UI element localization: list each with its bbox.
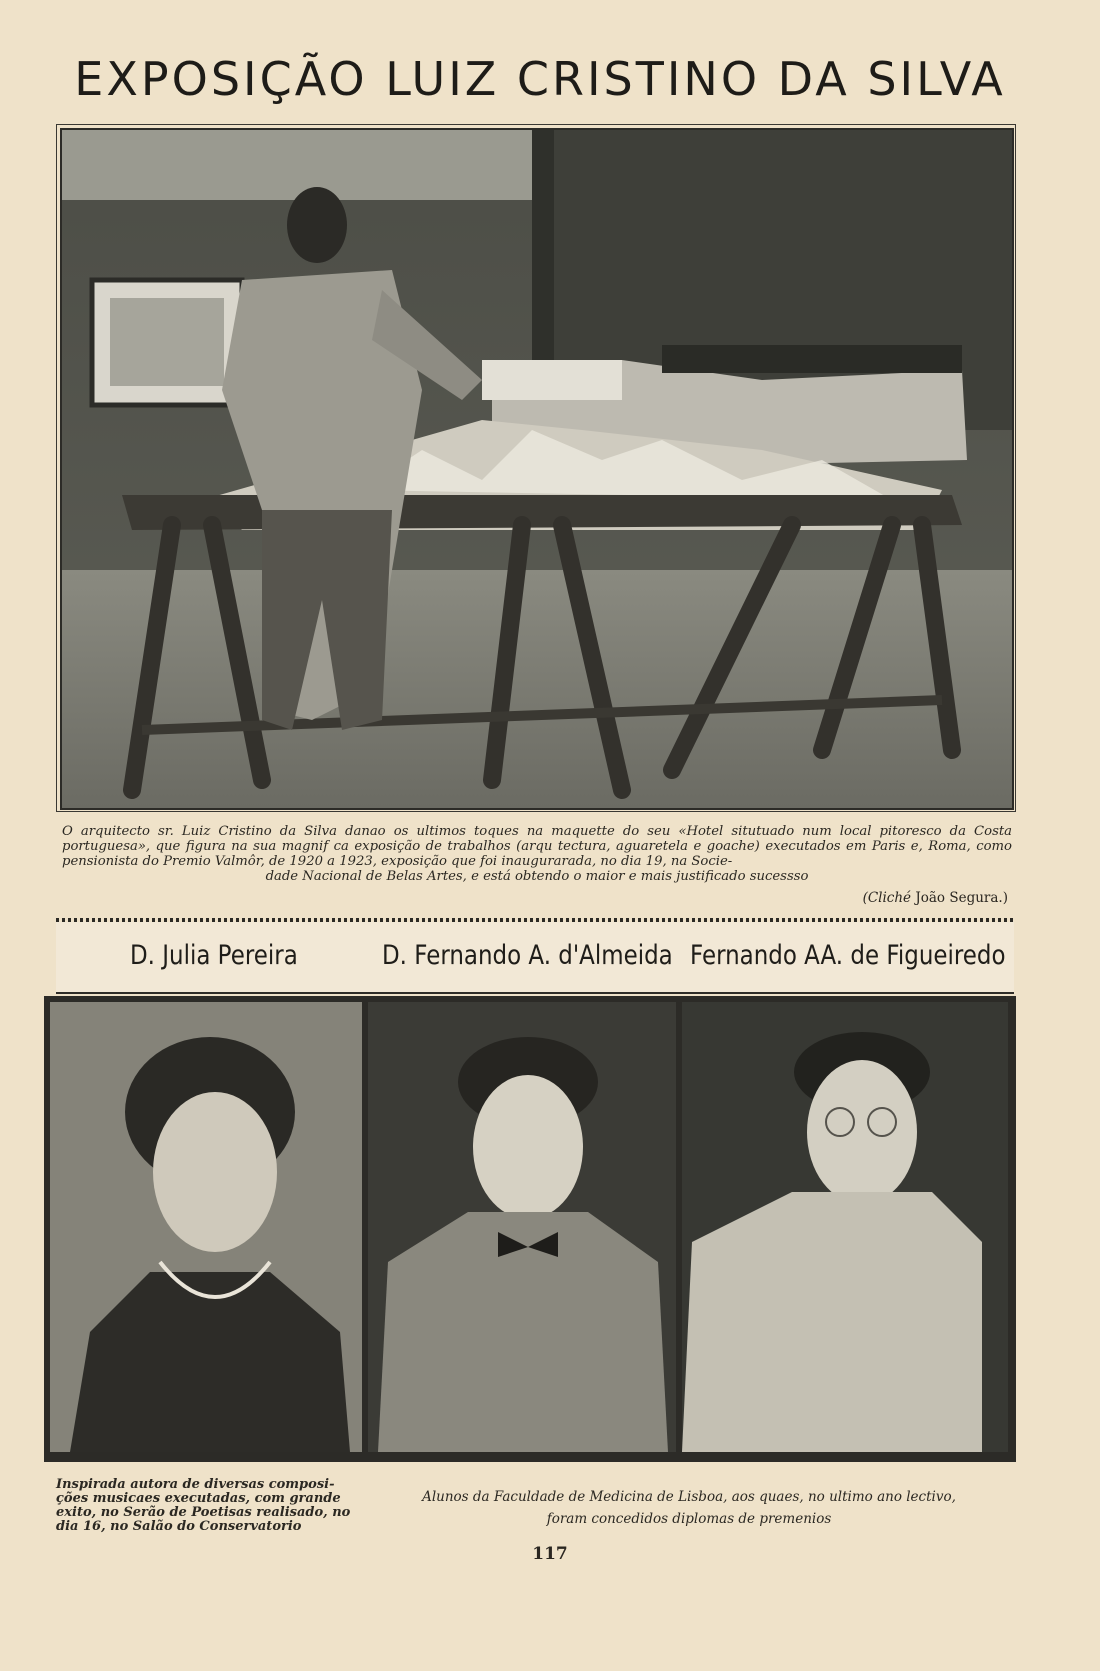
photo-credit [863,890,1008,906]
julia-pereira-caption: Inspirada autora de diversas composi-ções musicaes executadas, com grande exito, no Serão de Poetisas realisado, no dia 16, no Salão do Conservatorio [56,1477,351,1534]
portrait-name-2: D. Fernando A. d'Almeida [382,940,673,971]
students-caption-line-1: Alunos da Faculdade de Medicina de Lisboa, aos quaes, no ultimo ano lectivo, [422,1489,956,1505]
main-caption-last-line: dade Nacional de Belas Artes, e está obtendo o maior e mais justificado sucessso [265,869,809,884]
portrait-fernando-almeida [368,1002,676,1452]
main-caption-text: O arquitecto sr. Luiz Cristino da Silva danao os ultimos toques na maquette do seu «Hotel situtuado num local pitoresco da Costa portuguesa», que figura na sua magnif ca exposição de trabalhos (arqu tectura, aguaretela e goache) executados em Paris e, Roma, como pensionista do Premio Valmôr, de 1920 a 1923, exposição que foi inaugurarada, no dia 19, na Socie- [62,824,1012,869]
credit-name: João Segura.) [915,890,1008,906]
students-caption [364,1486,1014,1530]
architect-model-photo-illustration [62,130,1012,808]
woman-portrait-illustration [50,1002,362,1452]
main-photo [60,128,1014,810]
page-number: 117 [532,1544,568,1564]
students-caption-line-2: foram concedidos diplomas de premenios [546,1511,832,1527]
portrait-name-1: D. Julia Pereira [130,940,298,971]
man-bowtie-portrait-illustration [368,1002,676,1452]
portrait-fernando-figueiredo [682,1002,1008,1452]
credit-label: (Cliché [862,890,912,906]
page-title: EXPOSIÇÃO LUIZ CRISTINO DA SILVA [74,52,1006,106]
portrait-name-3: Fernando AA. de Figueiredo [690,940,1006,971]
man-glasses-portrait-illustration [682,1002,1008,1452]
portrait-julia-pereira [50,1002,362,1452]
main-photo-caption [62,824,1012,884]
